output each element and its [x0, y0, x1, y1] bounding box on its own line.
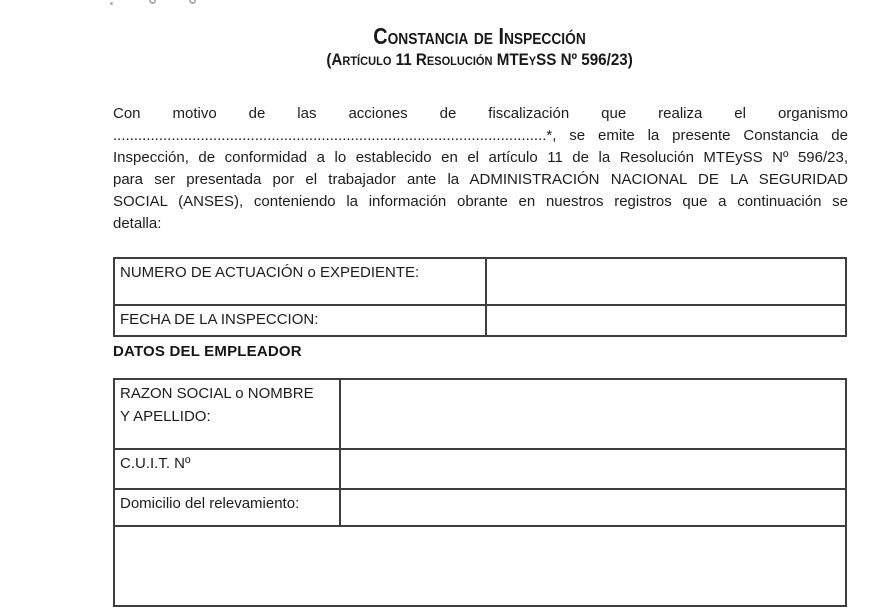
- intro-line-2-dotted-blank: ........................................................................................................*, se emite la presente Constancia de: [113, 127, 848, 144]
- employer-section-heading: DATOS DEL EMPLEADOR: [113, 343, 302, 360]
- employer-table: [113, 378, 847, 607]
- document-title-text: Constancia de Inspección: [373, 23, 587, 49]
- document-subtitle-text: (Artículo 11 Resolución MTEySS Nº 596/23): [326, 51, 634, 69]
- intro-line-4: para ser presentada por el trabajador ante la ADMINISTRACIÓN NACIONAL DE LA SEGURIDAD: [113, 171, 848, 188]
- document-subtitle: [113, 50, 847, 70]
- intro-line-3: Inspección, de conformidad a lo establecido en el artículo 11 de la Resolución MTEySS Nº 596/23,: [113, 149, 848, 166]
- expediente-value-cell: [487, 259, 845, 304]
- razon-social-label-line1: RAZON SOCIAL o NOMBRE: [120, 385, 314, 402]
- table-row: [115, 380, 845, 448]
- razon-social-label: [115, 380, 341, 448]
- table-row: [115, 525, 845, 605]
- clipped-text-fragment: [149, 0, 156, 4]
- razon-social-label-line2: Y APELLIDO:: [120, 408, 211, 425]
- expediente-label: NUMERO DE ACTUACIÓN o EXPEDIENTE:: [115, 259, 487, 304]
- clipped-text-fragment: [189, 0, 196, 4]
- document-title: [113, 23, 847, 49]
- table-row: [115, 259, 845, 304]
- employer-extra-row-cell: [115, 527, 845, 605]
- razon-social-value-cell: [341, 380, 845, 448]
- clipped-text-fragment: [110, 2, 113, 5]
- domicilio-label: Domicilio del relevamiento:: [115, 490, 341, 525]
- inspection-table: [113, 257, 847, 337]
- fecha-inspeccion-value-cell: [487, 306, 845, 335]
- cuit-label: C.U.I.T. Nº: [115, 450, 341, 488]
- table-row: [115, 304, 845, 335]
- intro-paragraph: [113, 103, 848, 235]
- table-row: [115, 488, 845, 525]
- cuit-value-cell: [341, 450, 845, 488]
- intro-line-1: Con motivo de las acciones de fiscalización que realiza el organismo: [113, 105, 848, 122]
- fecha-inspeccion-label: FECHA DE LA INSPECCION:: [115, 306, 487, 335]
- domicilio-value-cell: [341, 490, 845, 525]
- intro-line-6: detalla:: [113, 215, 162, 232]
- table-row: [115, 448, 845, 488]
- intro-line-5: SOCIAL (ANSES), conteniendo la información obrante en nuestros registros que a continuación se: [113, 193, 848, 210]
